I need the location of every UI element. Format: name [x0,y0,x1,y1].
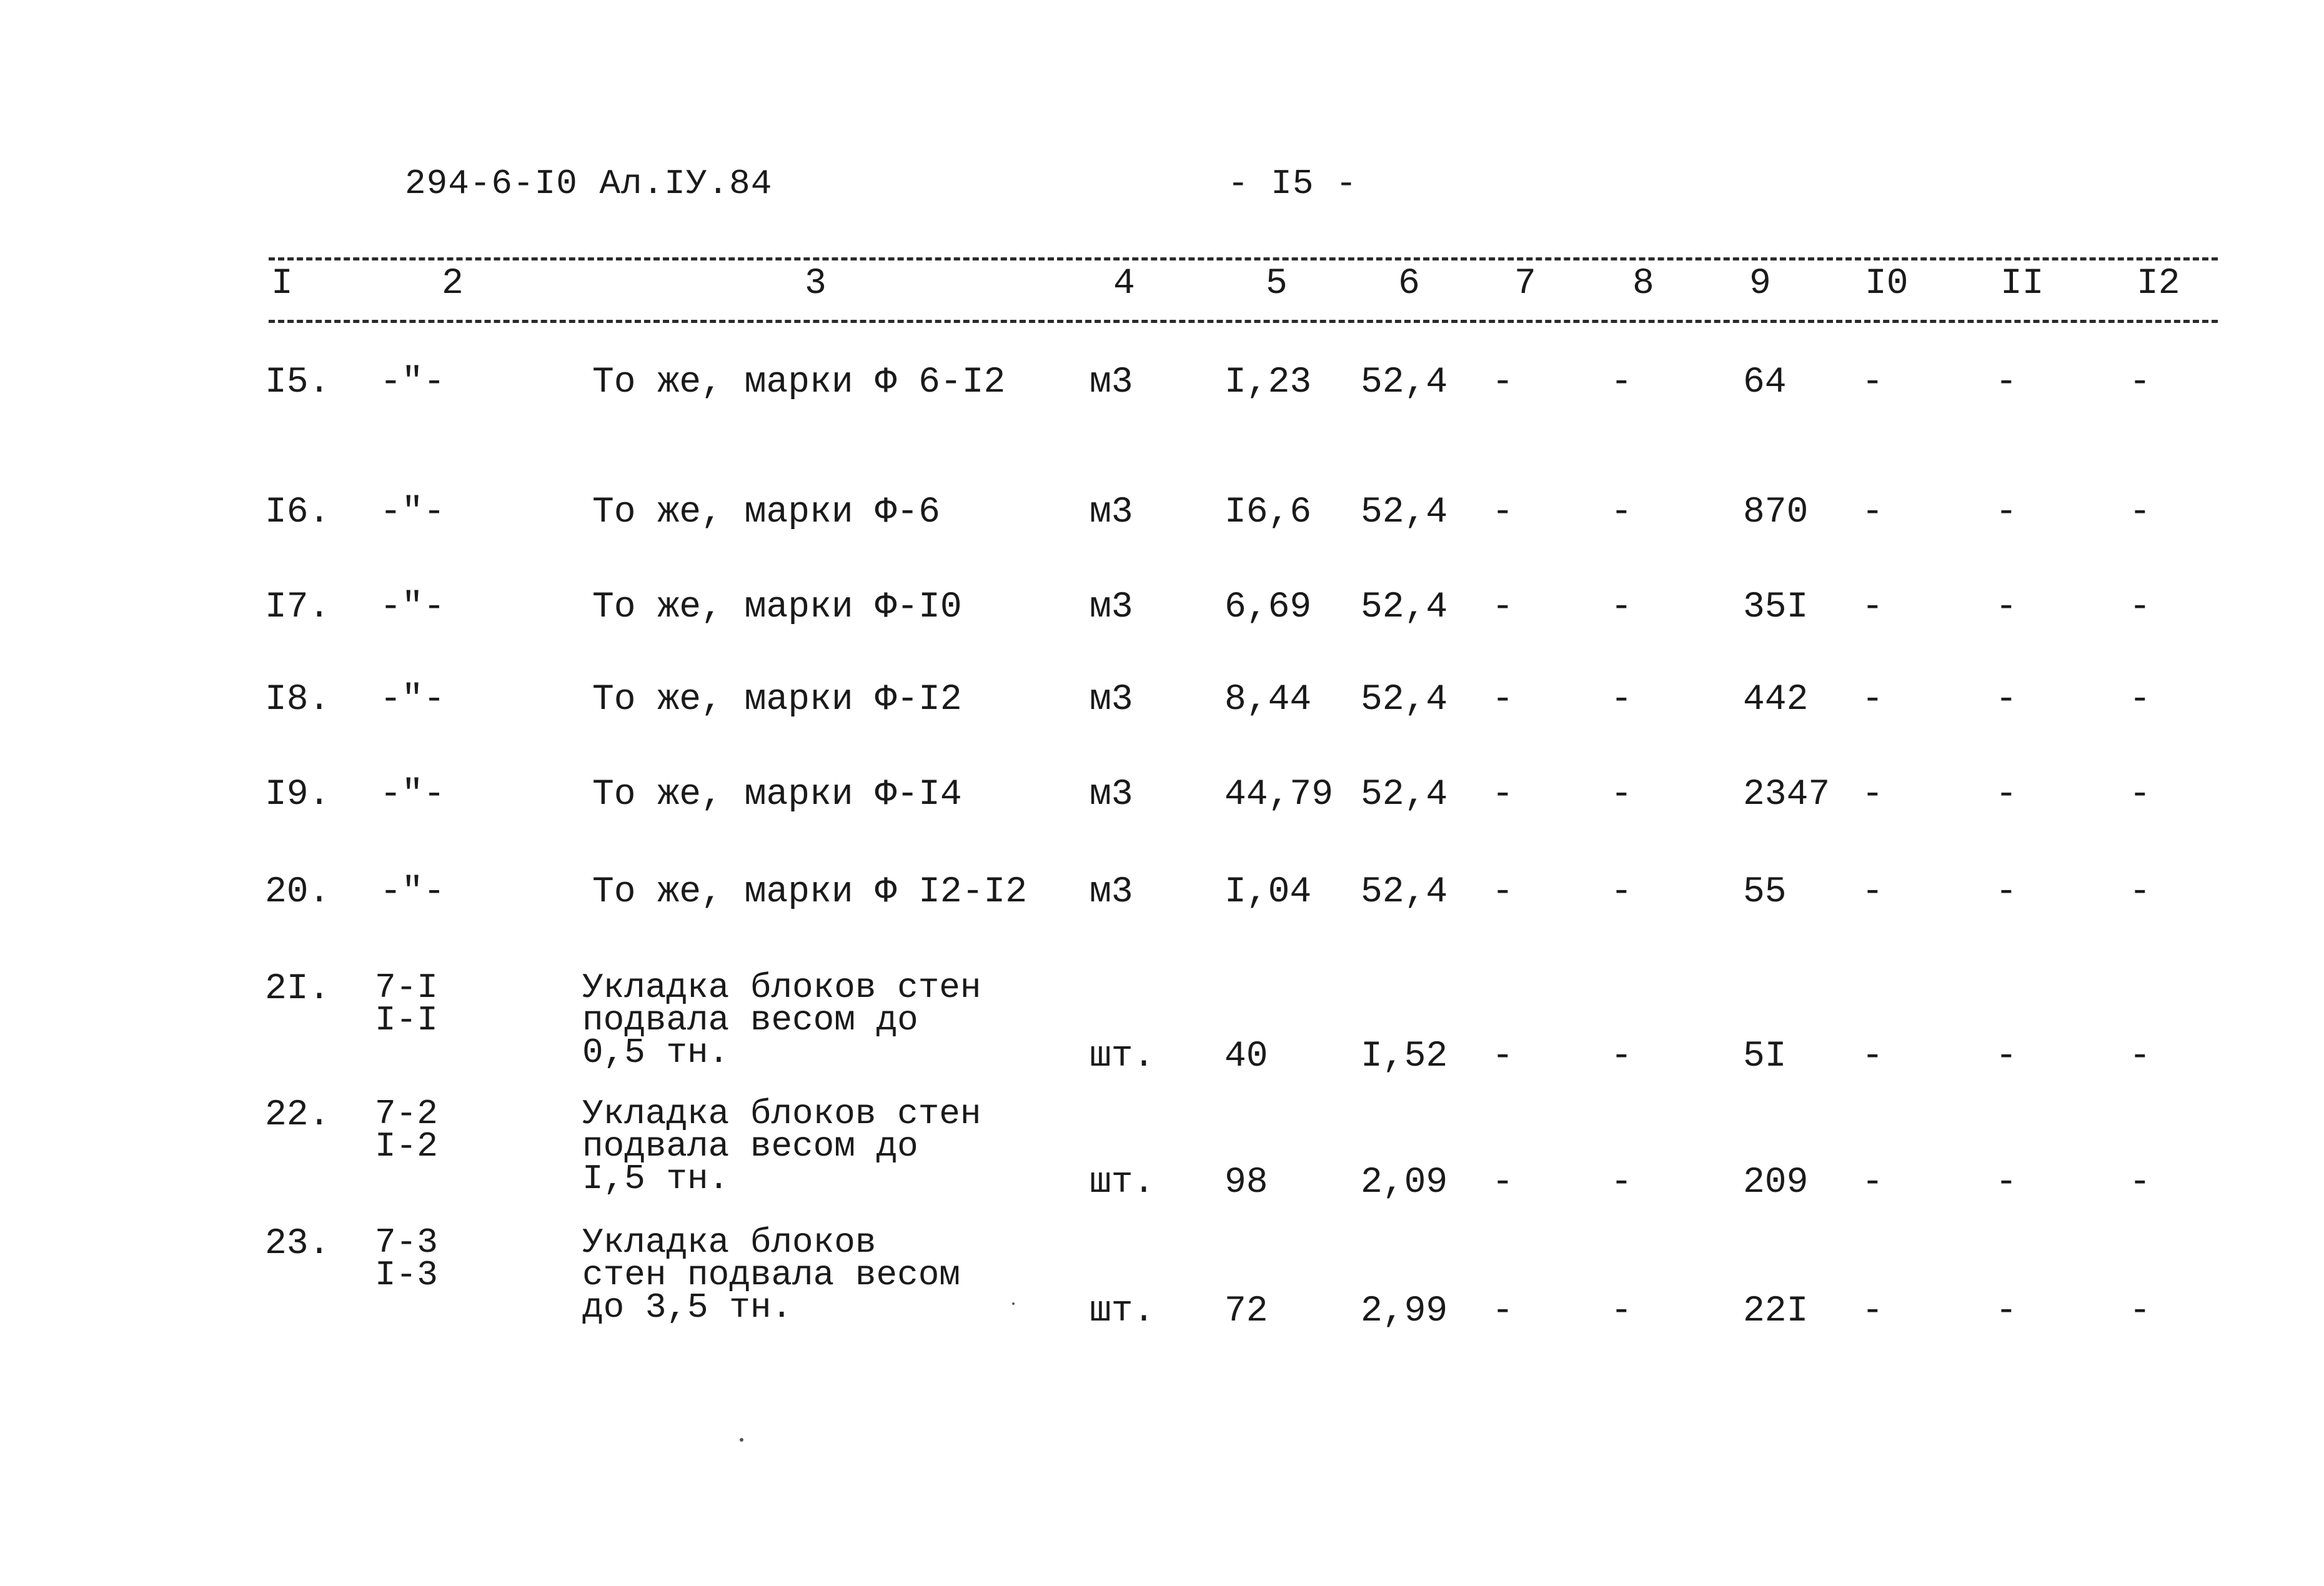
row-value-c12: - [2129,587,2151,628]
row-value-c11: - [1995,872,2017,913]
row-value-c6: 2,09 [1361,1162,1448,1203]
row-description: То же, марки Ф-I0 [592,587,962,628]
row-reference: 7-3 I-3 [375,1222,438,1295]
row-value-c7: - [1492,492,1514,533]
column-header-7: 7 [1514,264,1536,304]
row-description: Укладка блоков стен подвала весом до 3,5 тн. [582,1222,960,1327]
row-value-c10: - [1862,1291,1884,1332]
table-rule-top [269,257,2218,260]
column-header-6: 6 [1398,264,1420,304]
row-value-c9: 2347 [1743,775,1830,815]
row-value-c11: - [1995,680,2017,720]
row-value-c5: 40 [1224,1036,1268,1077]
row-number: 23. [265,1224,330,1264]
row-value-c5: I6,6 [1224,492,1312,533]
row-value-c12: - [2129,872,2151,913]
row-value-c9: 22I [1743,1291,1809,1332]
row-value-c7: - [1492,1036,1514,1077]
row-value-c8: - [1611,1162,1632,1203]
row-value-c8: - [1611,362,1632,403]
table-rule-bottom [269,320,2218,323]
row-description: То же, марки Ф I2-I2 [592,872,1028,913]
row-value-c11: - [1995,587,2017,628]
row-number: 22. [265,1095,330,1136]
row-unit: шт. [1090,1291,1155,1332]
row-value-c8: - [1611,775,1632,815]
row-value-c9: 64 [1743,362,1787,403]
row-value-c11: - [1995,1036,2017,1077]
row-value-c5: I,04 [1224,872,1312,913]
row-reference: -"- [380,492,445,533]
row-value-c10: - [1862,680,1884,720]
row-reference: 7-2 I-2 [375,1094,438,1166]
row-value-c10: - [1862,492,1884,533]
row-value-c11: - [1995,775,2017,815]
scan-speck [740,1438,743,1442]
page-number: - I5 - [1228,164,1358,204]
row-value-c9: 35I [1743,587,1809,628]
row-value-c9: 209 [1743,1162,1809,1203]
row-value-c8: - [1611,587,1632,628]
row-unit: м3 [1090,362,1133,403]
row-value-c11: - [1995,1162,2017,1203]
row-value-c10: - [1862,587,1884,628]
row-value-c10: - [1862,872,1884,913]
row-value-c5: 72 [1224,1291,1268,1332]
row-value-c6: 52,4 [1361,362,1448,403]
row-description: То же, марки Ф 6-I2 [592,362,1006,403]
row-value-c7: - [1492,362,1514,403]
row-value-c9: 442 [1743,680,1809,720]
row-unit: м3 [1090,680,1133,720]
row-value-c6: 52,4 [1361,680,1448,720]
column-header-2: 2 [442,264,464,304]
row-reference: 7-I I-I [375,968,438,1040]
row-reference: -"- [380,680,445,720]
row-value-c12: - [2129,362,2151,403]
row-unit: шт. [1090,1036,1155,1077]
row-number: I7. [265,587,330,628]
column-header-9: 9 [1749,264,1771,304]
row-description: То же, марки Ф-6 [592,492,940,533]
row-value-c7: - [1492,1291,1514,1332]
row-unit: шт. [1090,1162,1155,1203]
column-header-4: 4 [1113,264,1135,304]
row-reference: -"- [380,872,445,913]
row-description: Укладка блоков стен подвала весом до I,5 тн. [582,1094,981,1199]
row-value-c12: - [2129,1162,2151,1203]
row-number: I5. [265,362,330,403]
row-value-c12: - [2129,1291,2151,1332]
row-value-c10: - [1862,775,1884,815]
row-value-c11: - [1995,362,2017,403]
row-value-c8: - [1611,1036,1632,1077]
row-value-c7: - [1492,872,1514,913]
row-value-c5: 98 [1224,1162,1268,1203]
row-value-c11: - [1995,492,2017,533]
row-value-c6: 52,4 [1361,872,1448,913]
row-value-c10: - [1862,362,1884,403]
row-value-c12: - [2129,1036,2151,1077]
row-value-c5: 44,79 [1224,775,1334,815]
row-value-c6: 52,4 [1361,775,1448,815]
row-unit: м3 [1090,492,1133,533]
scan-speck [1012,1302,1015,1305]
column-header-11: II [2000,264,2044,304]
row-value-c10: - [1862,1162,1884,1203]
row-value-c5: 6,69 [1224,587,1312,628]
row-value-c7: - [1492,680,1514,720]
column-header-1: I [271,264,293,304]
row-number: I8. [265,680,330,720]
row-value-c6: 52,4 [1361,492,1448,533]
row-value-c8: - [1611,680,1632,720]
row-value-c12: - [2129,775,2151,815]
column-header-10: I0 [1865,264,1909,304]
row-value-c11: - [1995,1291,2017,1332]
row-value-c6: 52,4 [1361,587,1448,628]
row-number: 20. [265,872,330,913]
row-value-c5: I,23 [1224,362,1312,403]
row-number: 2I. [265,969,330,1009]
row-value-c12: - [2129,492,2151,533]
column-header-8: 8 [1632,264,1654,304]
row-unit: м3 [1090,775,1133,815]
row-value-c8: - [1611,1291,1632,1332]
row-value-c7: - [1492,1162,1514,1203]
row-value-c5: 8,44 [1224,680,1312,720]
row-reference: -"- [380,362,445,403]
column-header-3: 3 [805,264,827,304]
row-number: I9. [265,775,330,815]
row-value-c12: - [2129,680,2151,720]
row-value-c8: - [1611,872,1632,913]
row-description: Укладка блоков стен подвала весом до 0,5 тн. [582,968,981,1073]
column-header-12: I2 [2137,264,2180,304]
row-unit: м3 [1090,872,1133,913]
row-value-c6: 2,99 [1361,1291,1448,1332]
row-reference: -"- [380,587,445,628]
row-reference: -"- [380,775,445,815]
row-description: То же, марки Ф-I4 [592,775,962,815]
row-value-c10: - [1862,1036,1884,1077]
row-number: I6. [265,492,330,533]
row-description: То же, марки Ф-I2 [592,680,962,720]
row-value-c9: 5I [1743,1036,1787,1077]
row-value-c7: - [1492,775,1514,815]
row-value-c6: I,52 [1361,1036,1448,1077]
row-unit: м3 [1090,587,1133,628]
row-value-c7: - [1492,587,1514,628]
row-value-c8: - [1611,492,1632,533]
column-header-5: 5 [1266,264,1288,304]
row-value-c9: 870 [1743,492,1809,533]
document-code: 294-6-I0 Ал.IУ.84 [405,164,773,204]
row-value-c9: 55 [1743,872,1787,913]
